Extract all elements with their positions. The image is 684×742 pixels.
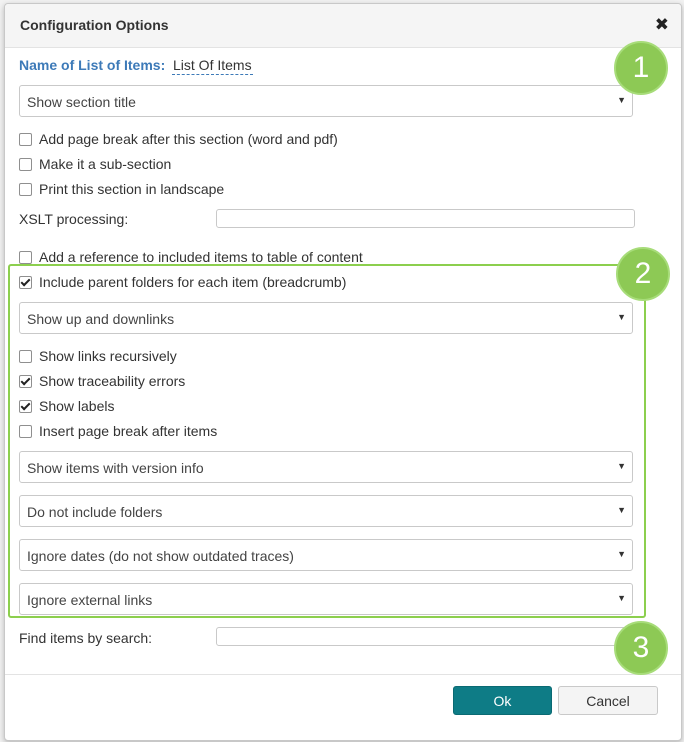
cancel-button[interactable]: Cancel xyxy=(558,686,658,715)
dialog-header xyxy=(5,4,681,48)
xslt-label: XSLT processing: xyxy=(19,211,129,227)
step-badge-2: 2 xyxy=(616,247,670,301)
chevron-down-icon: ▼ xyxy=(617,505,626,515)
section-title-select[interactable] xyxy=(19,85,633,117)
close-icon[interactable]: ✖ xyxy=(654,15,669,34)
landscape-checkbox[interactable] xyxy=(19,183,32,196)
option-label: Insert page break after items xyxy=(39,423,218,439)
page-break-items-checkbox[interactable] xyxy=(19,425,32,438)
step-badge-3: 3 xyxy=(614,621,668,675)
select-value: Ignore dates (do not show outdated traces) xyxy=(27,548,294,564)
option-label: Add a reference to included items to table of content xyxy=(39,249,363,265)
select-value: Show items with version info xyxy=(27,460,204,476)
select-value: Show up and downlinks xyxy=(27,311,175,327)
toc-reference-checkbox[interactable] xyxy=(19,251,32,264)
folders-select[interactable] xyxy=(19,495,633,527)
option-label: Show labels xyxy=(39,398,115,414)
name-value-editable[interactable]: List Of Items xyxy=(173,57,252,73)
chevron-down-icon: ▼ xyxy=(617,312,626,322)
chevron-down-icon: ▼ xyxy=(617,95,626,105)
dialog-title: Configuration Options xyxy=(20,17,169,33)
option-label: Show traceability errors xyxy=(39,373,186,389)
option-label: Show links recursively xyxy=(39,348,177,364)
sub-section-checkbox[interactable] xyxy=(19,158,32,171)
select-value: Show section title xyxy=(27,94,136,110)
links-select[interactable] xyxy=(19,302,633,334)
option-label: Print this section in landscape xyxy=(39,181,225,197)
parent-folders-checkbox[interactable] xyxy=(19,276,32,289)
search-label: Find items by search: xyxy=(19,630,153,646)
select-value: Ignore external links xyxy=(27,592,153,608)
labels-checkbox[interactable] xyxy=(19,400,32,413)
chevron-down-icon: ▼ xyxy=(617,593,626,603)
external-links-select[interactable] xyxy=(19,583,633,615)
version-select[interactable] xyxy=(19,451,633,483)
page-break-section-checkbox[interactable] xyxy=(19,133,32,146)
chevron-down-icon: ▼ xyxy=(617,461,626,471)
option-label: Include parent folders for each item (breadcrumb) xyxy=(39,274,347,290)
trace-errors-checkbox[interactable] xyxy=(19,375,32,388)
select-value: Do not include folders xyxy=(27,504,163,520)
links-recursive-checkbox[interactable] xyxy=(19,350,32,363)
chevron-down-icon: ▼ xyxy=(617,549,626,559)
option-label: Add page break after this section (word and pdf) xyxy=(39,131,338,147)
step-badge-1: 1 xyxy=(614,41,668,95)
name-label: Name of List of Items: xyxy=(19,57,166,73)
search-input[interactable] xyxy=(216,627,635,646)
ok-button[interactable]: Ok xyxy=(453,686,552,715)
option-label: Make it a sub-section xyxy=(39,156,172,172)
configuration-dialog xyxy=(4,3,682,741)
xslt-input[interactable] xyxy=(216,209,635,228)
footer-divider xyxy=(5,674,681,675)
dates-select[interactable] xyxy=(19,539,633,571)
